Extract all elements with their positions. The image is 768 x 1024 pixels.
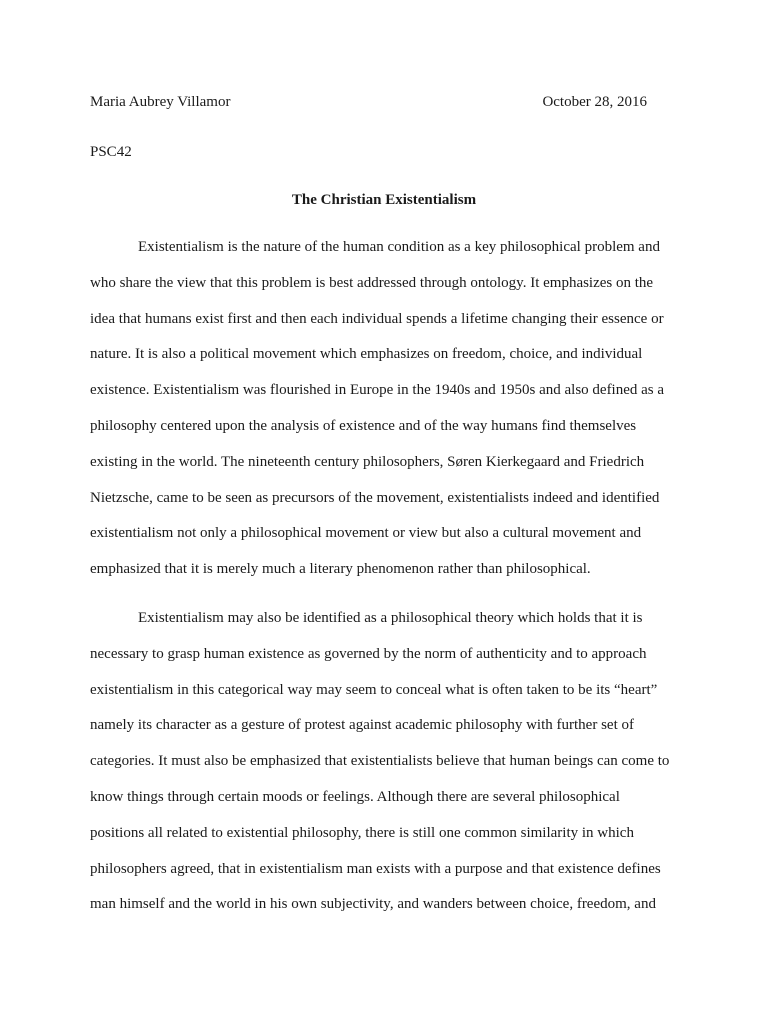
paragraph-line: existentialism not only a philosophical movement or view but also a cultural movement and	[90, 525, 642, 542]
paragraph-line: idea that humans exist first and then each individual spends a lifetime changing their essence or	[90, 310, 664, 327]
course-code: PSC42	[90, 144, 132, 160]
paragraph-line: categories. It must also be emphasized that existentialists believe that human beings can come to	[90, 753, 670, 770]
paragraph-line: existing in the world. The nineteenth century philosophers, Søren Kierkegaard and Friedrich	[90, 453, 645, 470]
paragraph-line: Nietzsche, came to be seen as precursors of the movement, existentialists indeed and identified	[90, 489, 660, 506]
paragraph-line: namely its character as a gesture of protest against academic philosophy with further set of	[90, 717, 634, 734]
document-date: October 28, 2016	[542, 94, 647, 110]
paragraph-2	[90, 608, 680, 930]
paragraph-line: necessary to grasp human existence as governed by the norm of authenticity and to approach	[90, 645, 647, 662]
paragraph-line: philosophy centered upon the analysis of existence and of the way humans find themselves	[90, 417, 637, 434]
paragraph-1	[90, 237, 680, 595]
paragraph-line: philosophers agreed, that in existentialism man exists with a purpose and that existence defines	[90, 860, 661, 877]
header-line	[90, 92, 647, 112]
paragraph-line: emphasized that it is merely much a literary phenomenon rather than philosophical.	[90, 561, 591, 578]
paragraph-line: know things through certain moods or feelings. Although there are several philosophical	[90, 788, 620, 805]
paragraph-line: man himself and the world in his own subjectivity, and wanders between choice, freedom, and	[90, 896, 656, 913]
paragraph-line: existence. Existentialism was flourished in Europe in the 1940s and 1950s and also defined as a	[90, 382, 665, 399]
paragraph-line: Existentialism is the nature of the human condition as a key philosophical problem and	[138, 239, 660, 255]
paragraph-line: who share the view that this problem is best addressed through ontology. It emphasizes on the	[90, 274, 654, 291]
paragraph-line: Existentialism may also be identified as a philosophical theory which holds that it is	[138, 610, 643, 626]
paragraph-line: existentialism in this categorical way may seem to conceal what is often taken to be its “heart”	[90, 681, 658, 698]
paragraph-line: nature. It is also a political movement which emphasizes on freedom, choice, and individual	[90, 346, 643, 363]
document-title: The Christian Existentialism	[291, 192, 477, 208]
author-name: Maria Aubrey Villamor	[90, 94, 231, 110]
paragraph-line: positions all related to existential philosophy, there is still one common similarity in which	[90, 824, 634, 841]
